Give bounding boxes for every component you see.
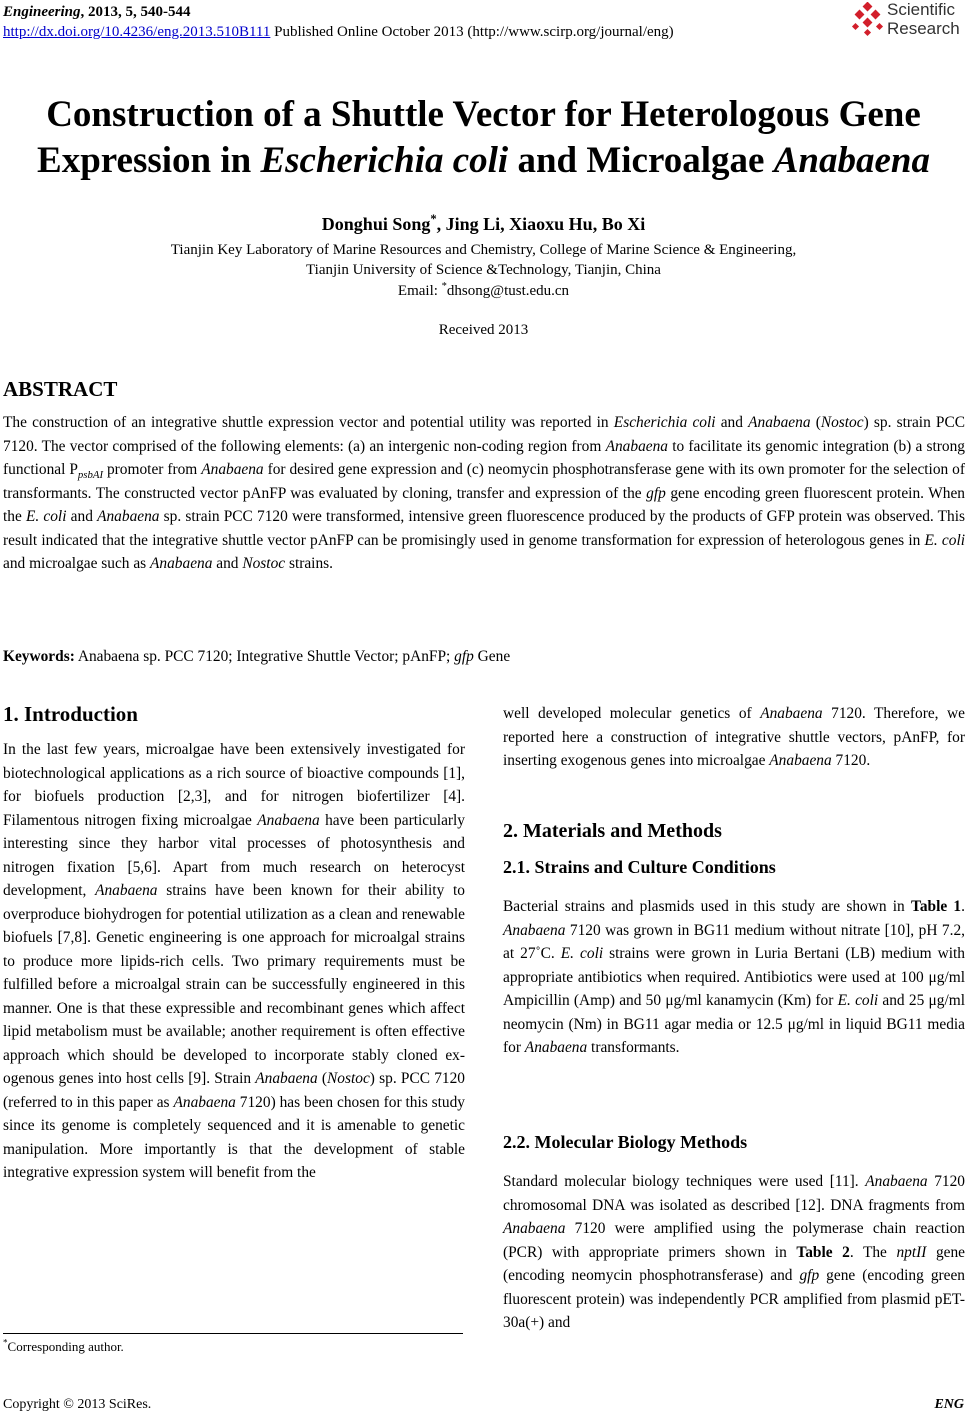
affiliation-line-1: Tianjin Key Laboratory of Marine Resources and Chemistry, College of Marine Science & Engineering,	[170, 242, 797, 258]
journal-header	[3, 2, 674, 42]
author-list: Donghui Song*, Jing Li, Xiaoxu Hu, Bo Xi	[321, 212, 646, 234]
footnote-divider	[3, 1333, 463, 1334]
published-info: Published Online October 2013 (http://www.scirp.org/journal/eng)	[270, 24, 674, 40]
copyright-notice: Copyright © 2013 SciRes.	[3, 1397, 152, 1412]
publisher-logo-icon	[850, 2, 886, 38]
introduction-text: In the last few years, microalgae have been extensively investigated for biotechnological applications as a rich source of bioactive compounds [1], for biofuels production [2,3], and for nitrogen biofertilizer [4]. Filamentous nitrogen fixing microalgae Anabaena have been particularly interesting since they harbor vital processes of photosynthesis and nitrogen fixation [5,6]. Apart from much research on heterocyst development, Anabaena strains have been known for their ability to overproduce biohydrogen for potential utilization as a clean and renewable biofuels [7,8]. Genetic engineering is one approach for microalgal strains to produce more lipids-rich cells. Two primary requirements must be fulfilled before a microalgal strain can be successfully engineered in this manner. One is that these expressible and recombinant genes which affect lipid metabolism must be available; another requirement is often effective approach which should be developed to incorporate stably cloned exogenous genes into host cells [9]. Strain Anabaena (Nostoc) sp. PCC 7120 (referred to in this paper as Anabaena 7120) has been chosen for this study since its genome is completely sequenced and it is amenable to genetic manipulation. More importantly is that the development of stable integrative expression system will benefit from the	[3, 741, 465, 1181]
author-email: Email: *dhsong@tust.edu.cn	[397, 281, 570, 299]
title-line-2: Expression in Escherichia coli and Microalgae Anabaena	[37, 140, 930, 181]
journal-citation: , 2013, 5, 540-544	[80, 4, 191, 20]
molecular-methods-text: Standard molecular biology techniques were used [11]. Anabaena 7120 chromosomal DNA was isolated as described [12]. DNA fragments from Anabaena 7120 were amplified using the polymerase chain reaction (PCR) with appropriate primers shown in Table 2. The nptII gene (encoding neomycin phosphotransferase) and gfp gene (encoding green fluorescent protein) was independently PCR amplified from plasmid pET-30a(+) and	[503, 1173, 965, 1331]
affiliation-line-2: Tianjin University of Science &Technology, Tianjin, China	[306, 262, 661, 278]
received-date: Received 2013	[438, 322, 529, 338]
scientific-research-logo	[850, 0, 967, 42]
section-heading-methods: 2. Materials and Methods	[503, 820, 722, 842]
introduction-text-continued: well developed molecular genetics of Anabaena 7120. Therefore, we reported here a construction of integrative shuttle vectors, pAnFP, for inserting exogenous genes into microalgae Anabaena 7120.	[503, 705, 965, 769]
abstract-heading: ABSTRACT	[3, 377, 118, 401]
logo-text-line1: Scientific	[887, 0, 956, 19]
footer-journal-abbr: ENG	[934, 1397, 964, 1412]
logo-text-line2: Research	[887, 19, 960, 38]
subsection-heading-strains: 2.1. Strains and Culture Conditions	[503, 857, 776, 877]
section-heading-introduction: 1. Introduction	[3, 702, 138, 726]
title-line-1: Construction of a Shuttle Vector for Heterologous Gene	[46, 94, 921, 135]
journal-name: Engineering	[3, 4, 81, 20]
abstract-text: The construction of an integrative shuttle expression vector and potential utility was reported in Escherichia coli and Anabaena (Nostoc) sp. strain PCC 7120. The vector comprised of the following elements: (a) an intergenic non-coding region from Anabaena to facilitate its genomic integration (b) a strong functional $P_{psbAI}$ promoter from Anabaena for desired gene expression and (c) neomycin phosphotransferase gene with its own promoter for the selection of transformants. The constructed vector pAnFP was evaluated by cloning, transfer and expression of the gfp gene encoding green fluorescent protein. When the E. coli and Anabaena sp. strain PCC 7120 were transformed, intensive green fluorescence produced by the products of GFP protein was observed. This result indicated that the integrative shuttle vector pAnFP can be promisingly used in genome transformation for expression of heterologous genes in E. coli and microalgae such as Anabaena and Nostoc strains.	[3, 414, 966, 572]
strains-text: Bacterial strains and plasmids used in this study are shown in Table 1. Anabaena 7120 was grown in BG11 medium without nitrate [10], pH 7.2, at 27˚C. E. coli strains were grown in Luria Bertani (LB) medium with appropriate antibiotics when required. Antibiotics were used at 100 μg/ml Ampicillin (Amp) and 50 μg/ml kanamycin (Km) for E. coli and 25 μg/ml neomycin (Nm) in BG11 agar media or 12.5 μg/ml in liquid BG11 media for Anabaena transformants.	[503, 898, 965, 1056]
footnote: *Corresponding author.	[3, 1337, 124, 1354]
subsection-heading-molecular-methods: 2.2. Molecular Biology Methods	[503, 1132, 748, 1152]
doi-link[interactable]: http://dx.doi.org/10.4236/eng.2013.510B111	[3, 24, 271, 40]
paper-title	[0, 92, 967, 184]
keywords: Keywords: Anabaena sp. PCC 7120; Integrative Shuttle Vector; pAnFP; gfp Gene	[3, 648, 511, 665]
